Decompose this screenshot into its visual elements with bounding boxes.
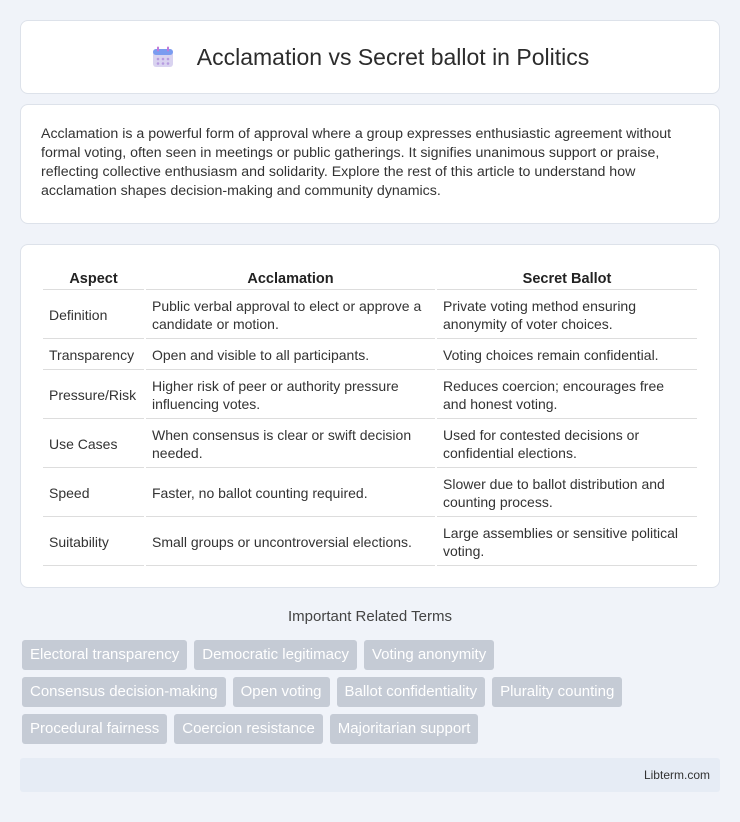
cell-acclamation: Public verbal approval to elect or approve a candidate or motion. [146,292,435,339]
table-row [43,341,697,370]
intro-text: Acclamation is a powerful form of approval where a group expresses enthusiastic agreement without formal voting, often seen in meetings or public gatherings. It signifies unanimous support or praise, reflecting collective enthusiasm and solidarity. Explore the rest of this article to understand how acclamation shapes decision-making and community dynamics. [41,126,672,199]
tag-procedural-fairness[interactable]: Procedural fairness [22,714,167,744]
tag-voting-anonymity[interactable]: Voting anonymity [364,640,494,670]
cell-secret-ballot: Large assemblies or sensitive political voting. [437,519,697,566]
cell-acclamation: Small groups or uncontroversial elections. [146,519,435,566]
table-row [43,292,697,339]
tag-ballot-confidentiality[interactable]: Ballot confidentiality [337,677,486,707]
tag-majoritarian-support[interactable]: Majoritarian support [330,714,479,744]
footer [20,758,720,792]
table-row [43,470,697,517]
tag-row [22,677,722,707]
header-aspect: Aspect [43,267,144,290]
cell-acclamation: Faster, no ballot counting required. [146,470,435,517]
page-title: Acclamation vs Secret ballot in Politics [196,43,590,70]
cell-secret-ballot: Private voting method ensuring anonymity of voter choices. [437,292,697,339]
tag-plurality-counting[interactable]: Plurality counting [492,677,622,707]
cell-secret-ballot: Slower due to ballot distribution and counting process. [437,470,697,517]
related-terms [22,640,722,751]
header-secret-ballot: Secret Ballot [437,267,697,290]
cell-secret-ballot: Used for contested decisions or confidential elections. [437,421,697,468]
related-terms-title: Important Related Terms [288,608,452,625]
tag-consensus-decision-making[interactable]: Consensus decision-making [22,677,226,707]
tag-row [22,640,722,670]
intro-card [20,104,720,224]
cell-acclamation: Higher risk of peer or authority pressure influencing votes. [146,372,435,419]
table-row [43,519,697,566]
cell-acclamation: When consensus is clear or swift decision needed. [146,421,435,468]
tag-row [22,714,722,744]
cell-aspect: Definition [43,292,144,339]
tag-democratic-legitimacy[interactable]: Democratic legitimacy [194,640,357,670]
tag-open-voting[interactable]: Open voting [233,677,330,707]
cell-secret-ballot: Reduces coercion; encourages free and honest voting. [437,372,697,419]
header-acclamation: Acclamation [146,267,435,290]
tag-coercion-resistance[interactable]: Coercion resistance [174,714,323,744]
footer-site-link[interactable]: Libterm.com [643,768,710,782]
tag-electoral-transparency[interactable]: Electoral transparency [22,640,187,670]
title-card [20,20,720,94]
comparison-table-card [20,244,720,588]
cell-aspect: Transparency [43,341,144,370]
calendar-icon [151,45,175,69]
cell-aspect: Use Cases [43,421,144,468]
cell-aspect: Speed [43,470,144,517]
comparison-table [41,265,699,568]
cell-aspect: Pressure/Risk [43,372,144,419]
cell-aspect: Suitability [43,519,144,566]
table-row [43,372,697,419]
cell-secret-ballot: Voting choices remain confidential. [437,341,697,370]
cell-acclamation: Open and visible to all participants. [146,341,435,370]
table-row [43,421,697,468]
